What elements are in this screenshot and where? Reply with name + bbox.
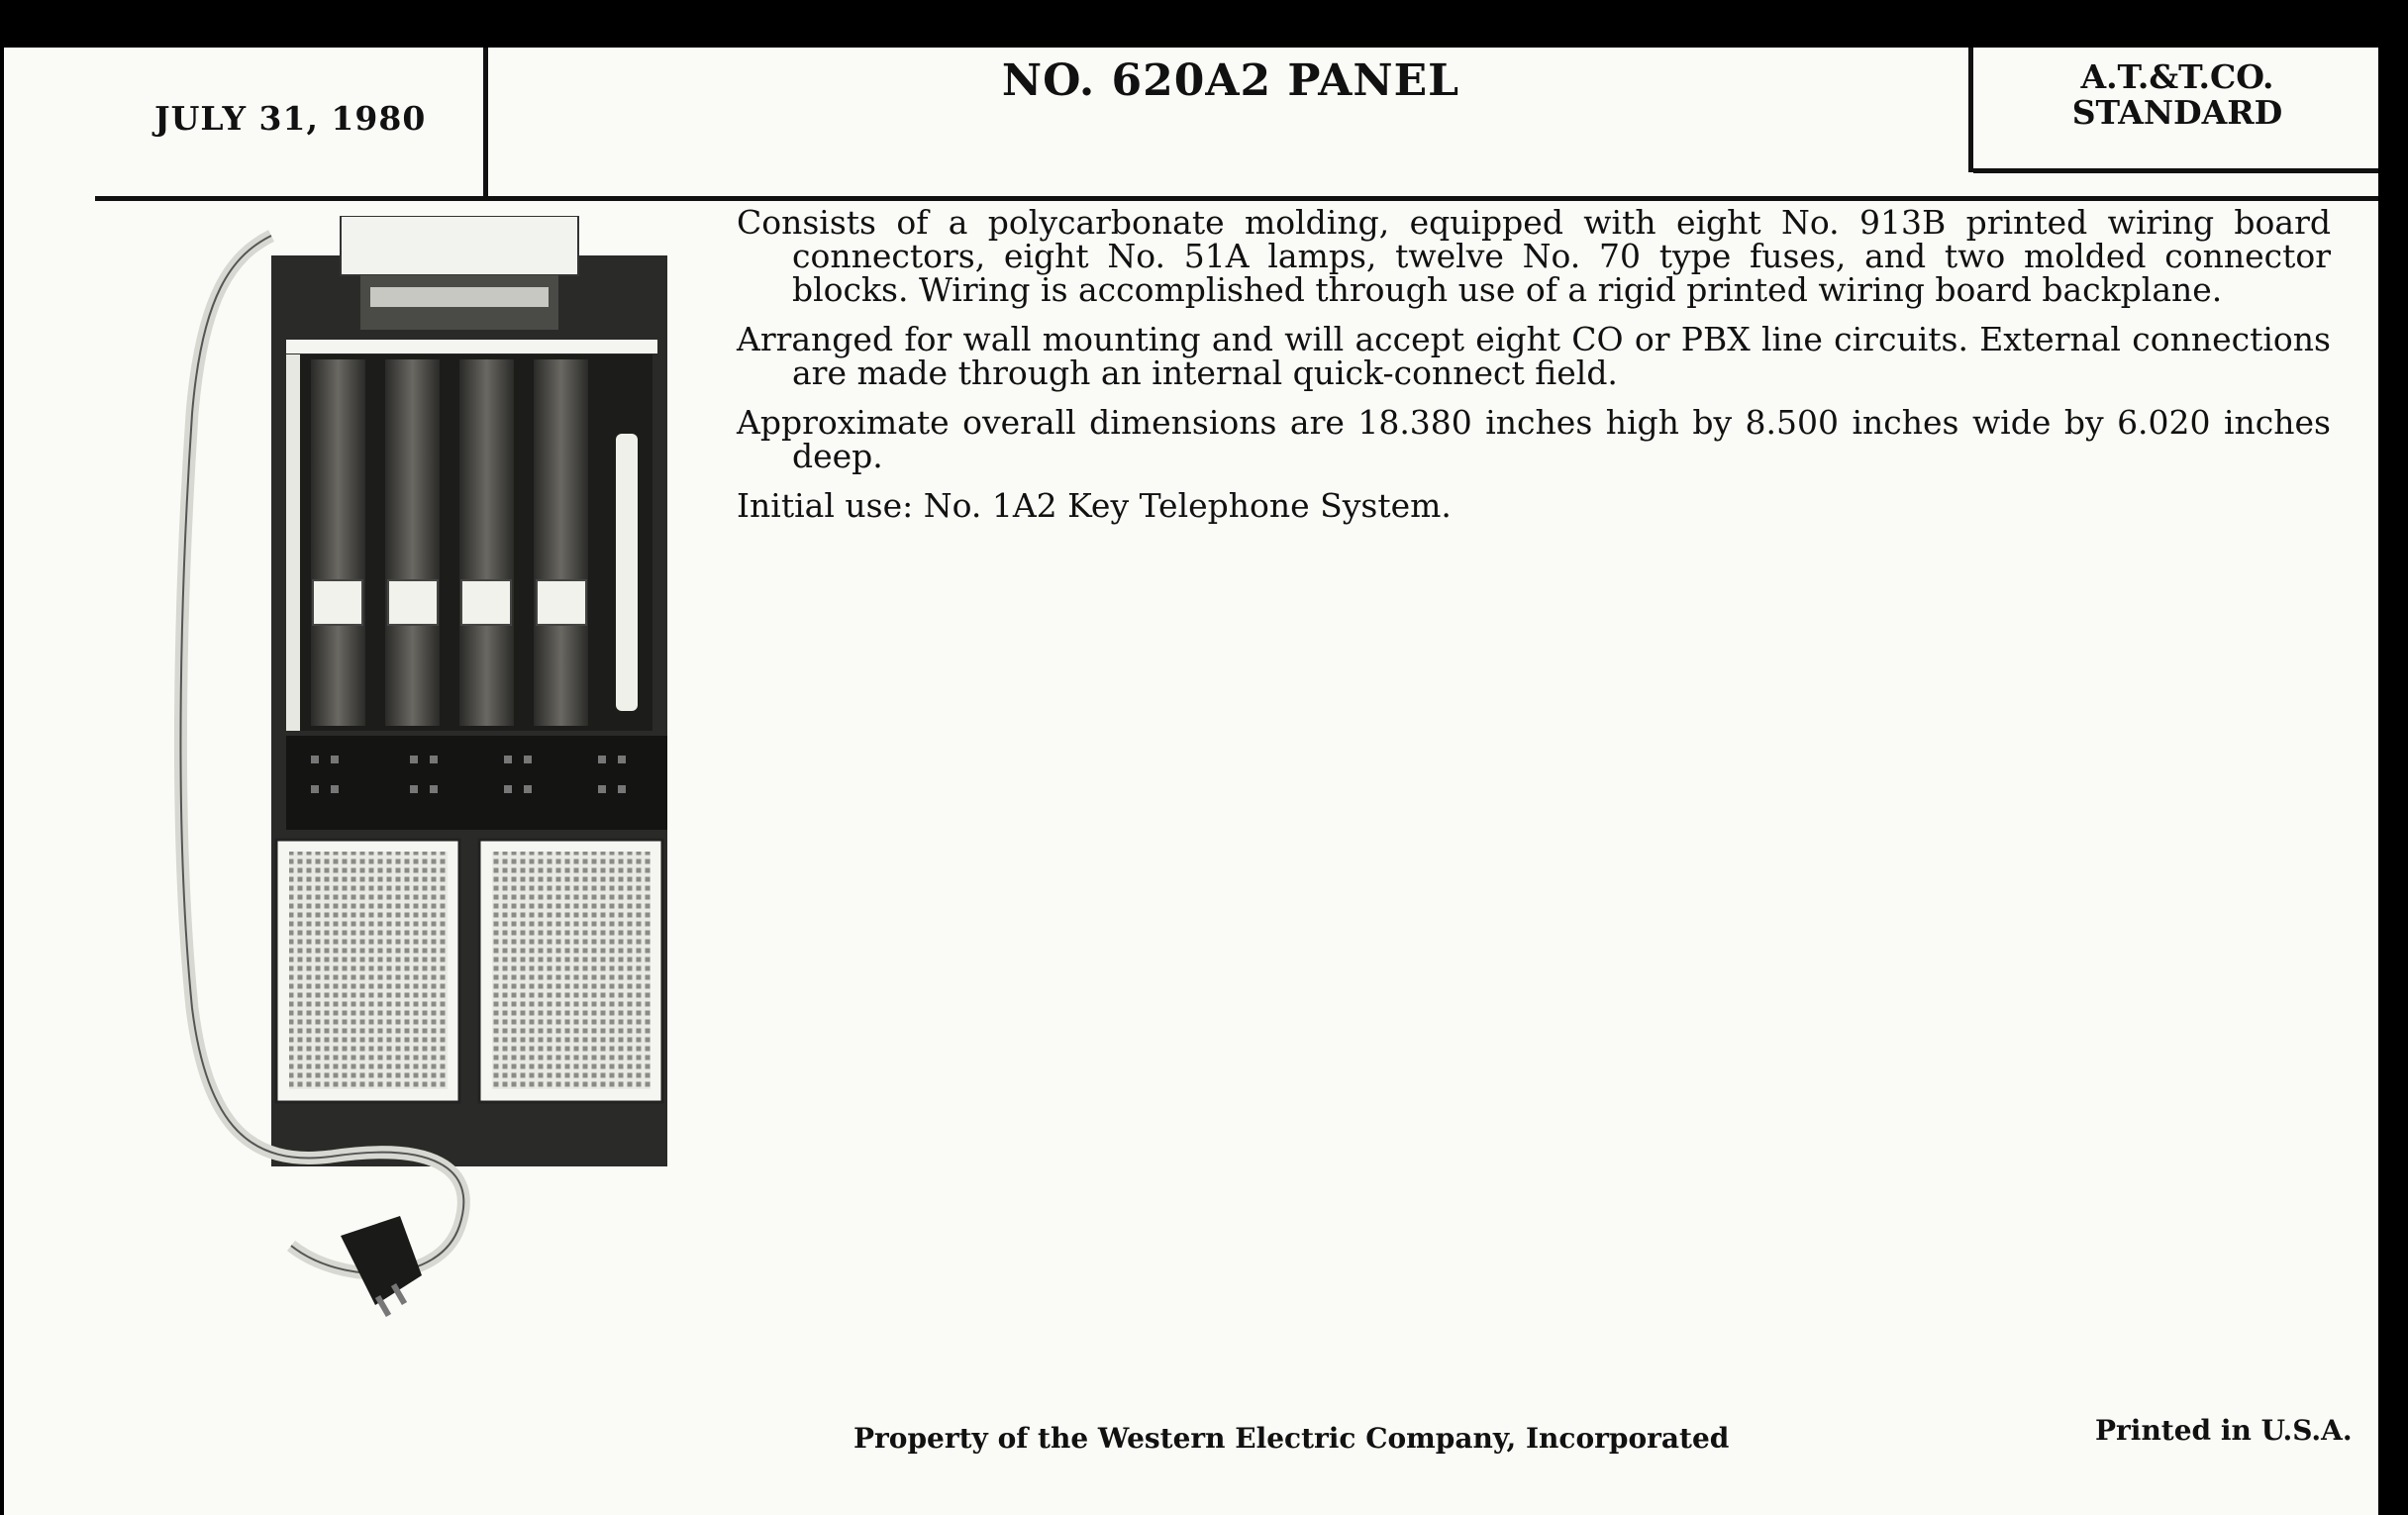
page-title: NO. 620A2 PANEL <box>1001 55 1460 106</box>
upper-shelf <box>286 340 657 354</box>
lamp-holder <box>388 580 438 625</box>
standard-badge <box>1974 59 2380 131</box>
header-rule <box>1973 168 2378 173</box>
standard-line-1: A.T.&T.CO. <box>2080 57 2274 96</box>
lamp-holder <box>313 580 362 625</box>
scan-border-right <box>2378 0 2408 1515</box>
top-connector <box>341 216 578 275</box>
standard-line-2: STANDARD <box>2071 93 2283 132</box>
issue-date: JULY 31, 1980 <box>154 99 427 138</box>
lamp-holder <box>537 580 586 625</box>
printed-notice: Printed in U.S.A. <box>2095 1414 2353 1447</box>
header-rule <box>95 196 2378 201</box>
description-paragraph: Consists of a polycarbonate molding, equipped with eight No. 913B printed wiring board connectors, eight No. 51A lamps, twelve No. 70 type fuses, and two molded connector blocks. Wiring is accomplished through use of a rigid printed wiring board backplane. <box>737 203 2331 309</box>
scan-border-top <box>0 0 2408 48</box>
spec-card <box>4 48 2378 1515</box>
property-notice: Property of the Western Electric Company, Incorporated <box>853 1422 1730 1455</box>
description-paragraph: Initial use: No. 1A2 Key Telephone System. <box>737 486 1452 525</box>
description-paragraph: Approximate overall dimensions are 18.380 inches high by 8.500 inches wide by 6.020 inches deep. <box>737 403 2331 475</box>
panel-photo <box>162 216 717 1335</box>
lamp-holder <box>461 580 511 625</box>
description <box>737 203 2331 539</box>
header-divider <box>1968 48 1973 172</box>
description-paragraph: Arranged for wall mounting and will accept eight CO or PBX line circuits. External connections are made through an internal quick-connect field. <box>737 320 2331 392</box>
